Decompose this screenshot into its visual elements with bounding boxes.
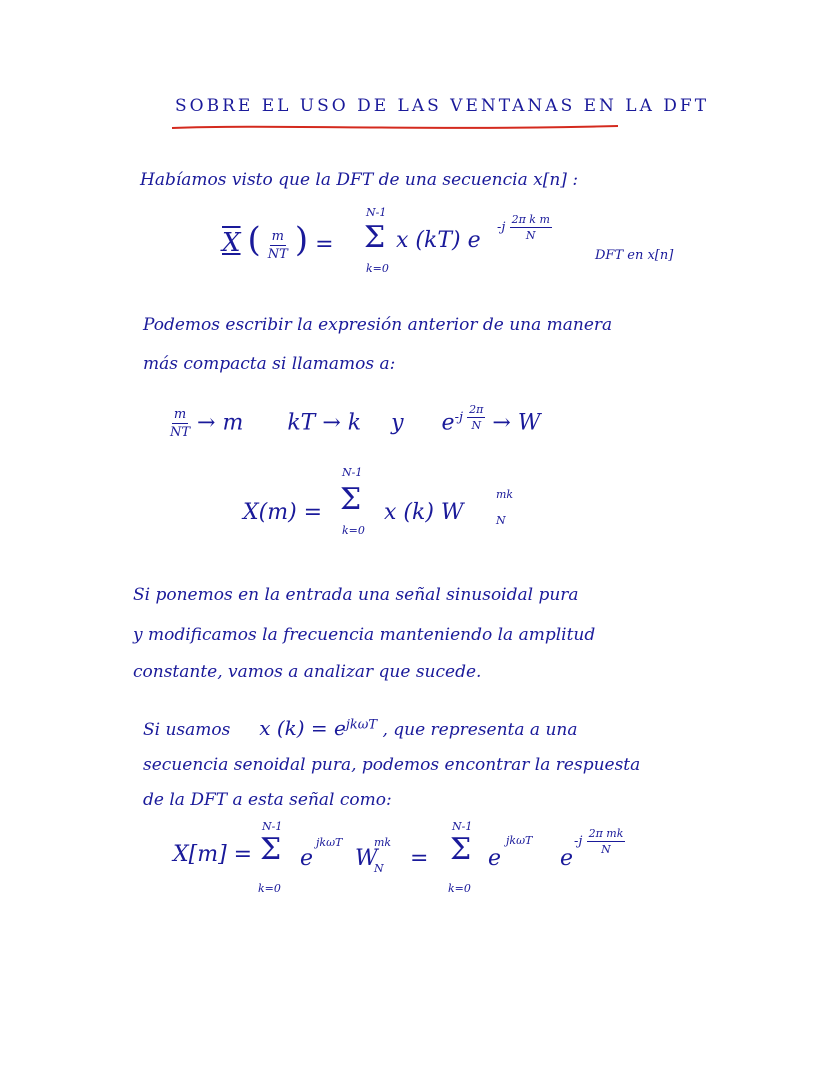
substitution-line bbox=[170, 404, 540, 439]
subs-a-den: NT bbox=[170, 424, 191, 440]
eq1-exp-num: 2π k m bbox=[511, 213, 550, 226]
eq2-body: x (k) W bbox=[384, 500, 464, 525]
eq2-sum-sign: Σ bbox=[340, 482, 362, 517]
eq2-sub: N bbox=[496, 514, 506, 527]
para3-line2: y modificamos la frecuencia manteniendo la amplitud bbox=[133, 625, 596, 645]
eq3-body3-exp bbox=[574, 828, 625, 855]
eq1-body: x (kT) e bbox=[396, 228, 481, 253]
subs-a-num: m bbox=[173, 406, 187, 422]
eq3-body3: e bbox=[560, 846, 574, 871]
intro-text: Habíamos visto que la DFT de una secuencia x[n] : bbox=[140, 170, 579, 190]
eq1-sum-lower: k=0 bbox=[366, 262, 389, 275]
eq3-sum2-upper: N-1 bbox=[452, 820, 473, 833]
eq3-sum2-lower: k=0 bbox=[448, 882, 471, 895]
para2-line1: Podemos escribir la expresión anterior de una manera bbox=[143, 315, 613, 335]
subs-c-frac bbox=[467, 404, 485, 431]
eq1-frac-den: NT bbox=[267, 246, 288, 262]
eq3-body3-num: 2π mk bbox=[588, 827, 624, 840]
eq3-body1b-sup: mk bbox=[374, 836, 392, 849]
subs-c-exp: -j bbox=[454, 410, 464, 425]
subs-c-to: → W bbox=[492, 410, 541, 436]
eq1-fraction bbox=[268, 230, 288, 261]
para2-line2: más compacta si llamamos a: bbox=[143, 354, 396, 374]
eq1-note: DFT en x[n] bbox=[595, 248, 674, 263]
para3-line3: constante, vamos a analizar que sucede. bbox=[133, 662, 482, 682]
eq3-sum1-sign: Σ bbox=[260, 832, 282, 867]
eq1-exp-den: N bbox=[525, 229, 536, 242]
eq3-body2: e bbox=[488, 846, 502, 871]
para4-line3: de la DFT a esta señal como: bbox=[143, 790, 392, 810]
para4-line1 bbox=[143, 716, 578, 740]
title-underline bbox=[170, 122, 620, 132]
eq3-equals: = bbox=[410, 846, 429, 871]
eq3-body2-exp: jkωT bbox=[506, 834, 533, 847]
subs-c-base: e bbox=[441, 410, 455, 436]
subs-a-to: → m bbox=[197, 410, 244, 436]
eq1-sum-sign: Σ bbox=[364, 220, 386, 255]
para4-pre: Si usamos bbox=[143, 720, 231, 740]
eq3-sum2-sign: Σ bbox=[450, 832, 472, 867]
eq3-lhs: X[m] = bbox=[173, 842, 253, 867]
eq3-body1b-sub: N bbox=[374, 862, 384, 875]
eq1-lhs: X bbox=[222, 228, 241, 258]
para4-line2: secuencia senoidal pura, podemos encontrar la respuesta bbox=[143, 755, 641, 775]
eq3-body1: e bbox=[300, 846, 314, 871]
eq1-frac-num: m bbox=[271, 228, 284, 244]
eq3-body1b: W bbox=[355, 846, 378, 871]
eq3-sum1-lower: k=0 bbox=[258, 882, 281, 895]
eq2-sum-lower: k=0 bbox=[342, 524, 365, 537]
eq1-exp-prefix: -j bbox=[497, 220, 506, 235]
eq3-sum1-upper: N-1 bbox=[262, 820, 283, 833]
subs-c-den: N bbox=[471, 419, 482, 432]
eq1-sum-upper: N-1 bbox=[366, 206, 387, 219]
eq3-body3-exp-prefix: -j bbox=[574, 834, 583, 849]
eq3-body3-frac bbox=[587, 828, 626, 855]
eq2-lhs: X(m) = bbox=[243, 500, 323, 525]
eq2-sup: mk bbox=[496, 488, 514, 501]
para3-line1: Si ponemos en la entrada una señal sinusoidal pura bbox=[133, 585, 579, 605]
subs-a-frac bbox=[170, 408, 190, 439]
para4-eq-exp: jkωT bbox=[345, 717, 378, 733]
eq2-sum-upper: N-1 bbox=[342, 466, 363, 479]
subs-b: kT → k bbox=[287, 410, 362, 436]
page-title: SOBRE EL USO DE LAS VENTANAS EN LA DFT bbox=[175, 96, 710, 116]
eq3-body3-den: N bbox=[601, 843, 611, 856]
para4-eq: x (k) = e bbox=[259, 716, 346, 740]
subs-c-num: 2π bbox=[469, 403, 484, 416]
eq1-exp bbox=[497, 214, 552, 241]
eq3-body1-exp: jkωT bbox=[316, 836, 343, 849]
para4-post: , que representa a una bbox=[382, 720, 578, 740]
subs-y: y bbox=[391, 410, 404, 436]
eq1-exp-frac bbox=[510, 214, 552, 241]
equation-dft: X ( $\frac{m}{NT}$ ) = bbox=[222, 220, 334, 262]
